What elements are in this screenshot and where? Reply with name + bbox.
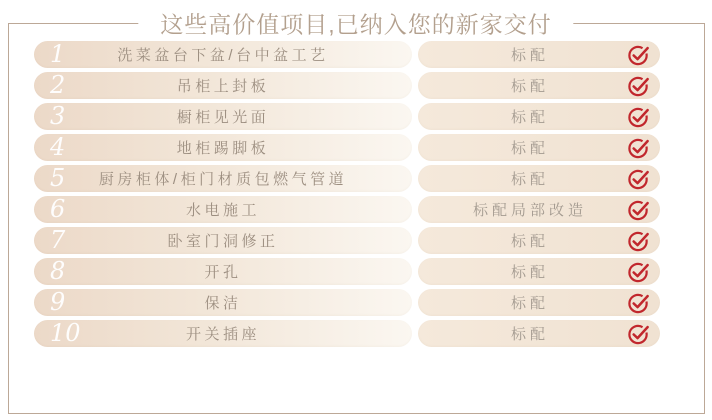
row-number: 9 bbox=[50, 287, 66, 316]
row-number: 5 bbox=[50, 163, 66, 192]
item-pill bbox=[34, 134, 412, 161]
circled-check-icon bbox=[627, 198, 650, 221]
items-table bbox=[34, 41, 660, 347]
status-label: 标配 bbox=[510, 326, 549, 343]
item-name: 开关插座 bbox=[185, 326, 260, 343]
status-label: 标配 bbox=[510, 295, 549, 312]
item-pill bbox=[34, 41, 412, 68]
item-pill bbox=[34, 289, 412, 316]
status-label: 标配 bbox=[510, 78, 549, 95]
item-pill bbox=[34, 165, 412, 192]
circled-check-icon bbox=[627, 136, 650, 159]
row-number: 6 bbox=[50, 194, 66, 223]
row-number: 7 bbox=[50, 225, 66, 254]
item-name: 卧室门洞修正 bbox=[167, 233, 279, 250]
circled-check-icon bbox=[627, 43, 650, 66]
row-number: 2 bbox=[50, 70, 66, 99]
status-badge bbox=[418, 227, 660, 254]
table-row bbox=[34, 320, 660, 347]
item-name: 开孔 bbox=[204, 264, 242, 281]
item-name: 保洁 bbox=[204, 295, 242, 312]
item-pill bbox=[34, 72, 412, 99]
row-number: 1 bbox=[50, 39, 66, 68]
status-label: 标配 bbox=[510, 264, 549, 281]
table-row bbox=[34, 72, 660, 99]
page-title: 这些高价值项目,已纳入您的新家交付 bbox=[138, 7, 573, 40]
item-name: 地柜踢脚板 bbox=[176, 140, 270, 157]
item-name: 厨房柜体/柜门材质包燃气管道 bbox=[98, 171, 348, 188]
circled-check-icon bbox=[627, 260, 650, 283]
status-badge bbox=[418, 196, 660, 223]
status-label: 标配 bbox=[510, 140, 549, 157]
status-label: 标配局部改造 bbox=[472, 202, 587, 219]
row-number: 8 bbox=[50, 256, 66, 285]
row-number: 4 bbox=[50, 132, 66, 161]
circled-check-icon bbox=[627, 167, 650, 190]
circled-check-icon bbox=[627, 229, 650, 252]
table-row bbox=[34, 196, 660, 223]
status-badge bbox=[418, 72, 660, 99]
status-label: 标配 bbox=[510, 109, 549, 126]
item-name: 橱柜见光面 bbox=[176, 109, 270, 126]
status-label: 标配 bbox=[510, 233, 549, 250]
item-name: 洗菜盆台下盆/台中盆工艺 bbox=[117, 47, 329, 64]
circled-check-icon bbox=[627, 322, 650, 345]
table-row bbox=[34, 227, 660, 254]
status-label: 标配 bbox=[510, 47, 549, 64]
item-name: 水电施工 bbox=[185, 202, 260, 219]
item-pill bbox=[34, 227, 412, 254]
status-badge bbox=[418, 320, 660, 347]
table-row bbox=[34, 41, 660, 68]
row-number: 3 bbox=[50, 101, 66, 130]
status-label: 标配 bbox=[510, 171, 549, 188]
item-pill bbox=[34, 320, 412, 347]
item-pill bbox=[34, 196, 412, 223]
status-badge bbox=[418, 41, 660, 68]
circled-check-icon bbox=[627, 74, 650, 97]
circled-check-icon bbox=[627, 291, 650, 314]
table-row bbox=[34, 134, 660, 161]
item-pill bbox=[34, 258, 412, 285]
table-row bbox=[34, 289, 660, 316]
status-badge bbox=[418, 258, 660, 285]
circled-check-icon bbox=[627, 105, 650, 128]
item-name: 吊柜上封板 bbox=[176, 78, 270, 95]
status-badge bbox=[418, 103, 660, 130]
table-row bbox=[34, 258, 660, 285]
status-badge bbox=[418, 134, 660, 161]
item-pill bbox=[34, 103, 412, 130]
row-number: 10 bbox=[50, 318, 81, 347]
status-badge bbox=[418, 165, 660, 192]
status-badge bbox=[418, 289, 660, 316]
table-row bbox=[34, 103, 660, 130]
table-row bbox=[34, 165, 660, 192]
